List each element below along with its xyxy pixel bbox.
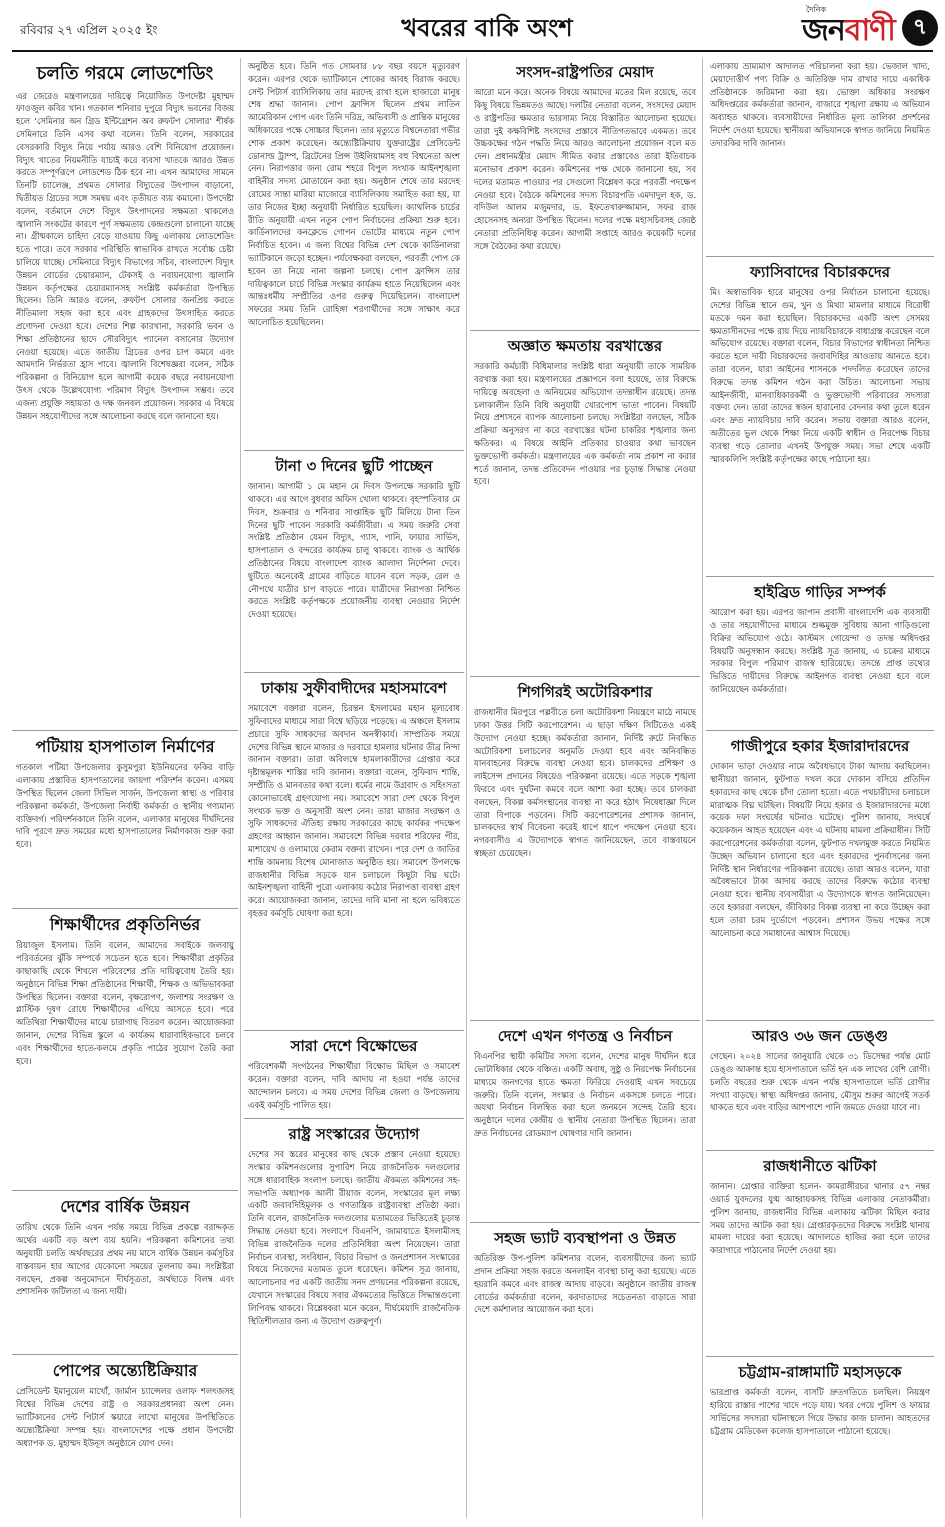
page-number-badge: ৭: [902, 10, 938, 46]
article-divider: [244, 672, 464, 673]
logo-part-1: জন: [802, 13, 845, 48]
page-title: খবরের বাকি অংশ: [401, 14, 573, 42]
article-students[interactable]: [12, 912, 238, 1190]
article-divider: [706, 256, 934, 257]
article-state-reform[interactable]: [244, 1122, 464, 1518]
article-body: মি। অস্বাভাবিক হারে মানুষের ওপর নির্যাতন চালানো হয়েছে। দেশের বিভিন্ন স্থানে গুম, খুন ও মিথ্যা মামলার মাধ্যমে বিরোধী মতকে দমন করা হয়েছিল। বিচারকদের একটি অংশ সেসময় ক্ষমতাসীনদের পক্ষে রায় দিয়ে ন্যায়বিচারকে বাধাগ্রস্ত করেছেন বলে অভিযোগ রয়েছে। বক্তারা বলেন, বিচার বিভাগের স্বাধীনতা নিশ্চিত করতে হলে দায়ী বিচারকদের জবাবদিহির আওতায় আনতে হবে। তারা বলেন, যারা আইনের শাসনকে পদদলিত করেছেন তাদের বিরুদ্ধে তদন্ত কমিশন গঠন করা উচিত। আলোচনা সভায় আইনজীবী, মানবাধিকারকর্মী ও ভুক্তভোগী পরিবারের সদস্যরা বক্তব্য দেন। তারা তাদের স্বজন হারানোর বেদনার কথা তুলে ধরেন এবং দ্রুত ন্যায়বিচার দাবি করেন। সভায় বক্তারা আরও বলেন, অতীতের ভুল থেকে শিক্ষা নিয়ে একটি স্বাধীন ও নিরপেক্ষ বিচার ব্যবস্থা গড়ে তোলার এখনই উপযুক্ত সময়। সভা শেষে একটি স্মারকলিপি সংশ্লিষ্ট কর্তৃপক্ষের কাছে পাঠানো হয়।: [710, 287, 930, 464]
column-rule: [702, 58, 703, 1518]
headline: শিক্ষার্থীদের প্রকৃতিনির্ভর: [49, 915, 201, 934]
article-sufi-rally[interactable]: [244, 676, 464, 1028]
headline: অজ্ঞাত ক্ষমতায় বরখাস্তের: [507, 337, 663, 355]
article-divider: [244, 450, 464, 451]
headline: চলতি গরমে লোডশেডিং: [36, 63, 214, 84]
headline: দেশের বার্ষিক উন্নয়ন: [60, 1197, 190, 1216]
headline: চট্টগ্রাম-রাঙ্গামাটি মহাসড়কে: [738, 1363, 902, 1381]
article-gazipur-hawkers[interactable]: [706, 734, 934, 1020]
headline: ঢাকায় সুফীবাদীদের মহাসমাবেশ: [261, 679, 447, 697]
headline: রাজধানীতে ঝটিকা: [763, 1157, 877, 1175]
masthead: [12, 6, 933, 52]
article-body: পরিবেশকর্মী সংগঠনের শিক্ষার্থীরা বিক্ষোভ মিছিল ও সমাবেশ করেন। বক্তারা বলেন, দাবি আদায় না হওয়া পর্যন্ত তাদের আন্দোলন চলবে। এ সময় দেশের বিভিন্ন জেলা ও উপজেলায় একই কর্মসূচি পালিত হয়।: [248, 1061, 460, 1110]
headline: টানা ৩ দিনের ছুটি পাচ্ছেন: [275, 457, 433, 475]
article-divider: [470, 676, 700, 677]
article-autorickshaw[interactable]: [470, 680, 700, 1020]
article-body: রিয়াজুল ইসলাম। তিনি বলেন, আমাদের সবাইকে জলবায়ু পরিবর্তনের ঝুঁকি সম্পর্কে সচেতন হতে হবে। শিক্ষার্থীরা প্রকৃতির কাছাকাছি থেকে শিখলে পরিবেশের প্রতি দায়িত্ববোধ তৈরি হয়। অনুষ্ঠানে বিভিন্ন শিক্ষা প্রতিষ্ঠানের শিক্ষার্থী, শিক্ষক ও অভিভাবকরা উপস্থিত ছিলেন। বক্তারা বলেন, বৃক্ষরোপণ, জলাশয় সংরক্ষণ ও প্লাস্টিক দূষণ রোধে শিক্ষার্থীদের এগিয়ে আসতে হবে। পরে অতিথিরা শিক্ষার্থীদের মাঝে চারাগাছ বিতরণ করেন। আয়োজকরা জানান, দেশের বিভিন্ন স্কুলে এ কার্যক্রম ধারাবাহিকভাবে চলবে এবং শিক্ষার্থীদের হাতে-কলমে প্রকৃতি পাঠের সুযোগ তৈরি করা হবে।: [16, 940, 234, 1066]
article-fascist-trial[interactable]: [706, 260, 934, 574]
article-divider: [12, 1190, 238, 1191]
logo-tagline: দৈনিক: [806, 5, 827, 14]
article-withdrawal[interactable]: [470, 334, 700, 674]
article-body: আরোপ করা হয়। এরপর জাপান প্রবাসী বাংলাদেশি এক ব্যবসায়ী ও তার সহযোগীদের মাধ্যমে শুল্কমুক্ত সুবিধায় আনা গাড়িগুলো বিক্রির অভিযোগ ওঠে। কাস্টমস গোয়েন্দা ও তদন্ত অধিদপ্তর বিষয়টি অনুসন্ধান করছে। সংশ্লিষ্ট সূত্র জানায়, এ চক্রের মাধ্যমে সরকার বিপুল পরিমাণ রাজস্ব হারিয়েছে। তদন্তে প্রাপ্ত তথ্যের ভিত্তিতে দায়ীদের বিরুদ্ধে আইনগত ব্যবস্থা নেওয়া হবে বলে জানিয়েছেন কর্মকর্তারা।: [710, 607, 930, 695]
article-pope-continued[interactable]: [244, 60, 464, 448]
headline: ফ্যাসিবাদের বিচারকদের: [750, 263, 890, 281]
article-divider: [470, 330, 700, 331]
headline: পোপের অন্ত্যেষ্টিক্রিয়ার: [52, 1361, 198, 1380]
headline: আরও ৩৬ জন ডেঙ্গু: [752, 1027, 888, 1045]
article-patiya[interactable]: [12, 734, 238, 908]
article-divider: [12, 730, 238, 731]
article-body: আরো মনে করে। অনেক বিষয়ে আমাদের মতের মিল রয়েছে, তবে কিছু বিষয়ে ভিন্নমতও আছে। দলটির নেতারা বলেন, সংসদের মেয়াদ ও রাষ্ট্রপতির ক্ষমতার ভারসাম্য নিয়ে বিস্তারিত আলোচনা হয়েছে। তারা দুই কক্ষবিশিষ্ট সংসদের প্রস্তাবে নীতিগতভাবে একমত। তবে উচ্চকক্ষের গঠন পদ্ধতি নিয়ে আরও আলোচনা প্রয়োজন বলে মত দেন। প্রধানমন্ত্রীর মেয়াদ সীমিত করার প্রস্তাবেও তারা ইতিবাচক মনোভাব প্রকাশ করেন। কমিশনের পক্ষ থেকে জানানো হয়, সব দলের মতামত পাওয়ার পর সেগুলো বিশ্লেষণ করে পরবর্তী পদক্ষেপ নেওয়া হবে। বৈঠকে কমিশনের সদস্য বিচারপতি এমদাদুল হক, ড. বদিউল আলম মজুমদার, ড. ইফতেখারুজ্জামান, সফর রাজ হোসেনসহ অন্যরা উপস্থিত ছিলেন। দলের পক্ষে মহাসচিবসহ জ্যেষ্ঠ নেতারা প্রতিনিধিত্ব করেন। আগামী সপ্তাহে আরও কয়েকটি দলের সঙ্গে বৈঠকের কথা রয়েছে।: [474, 87, 696, 251]
article-body: জানান। গ্রেপ্তার ব্যক্তিরা হলেন- কামরাঙ্গীরচর থানার ৫৭ নম্বর ওয়ার্ড যুবদলের যুগ্ম আহ্বায়কসহ বিভিন্ন এলাকার নেতাকর্মীরা। পুলিশ জানায়, রাজধানীর বিভিন্ন এলাকায় ঝটিকা মিছিল করার সময় তাদের আটক করা হয়। গ্রেপ্তারকৃতদের বিরুদ্ধে সংশ্লিষ্ট থানায় মামলা দায়ের করা হয়েছে। আদালতে হাজির করা হলে তাদের কারাগারে পাঠানোর নির্দেশ দেওয়া হয়।: [710, 1181, 930, 1256]
headline: পটিয়ায় হাসপাতাল নির্মাণের: [35, 737, 215, 756]
article-divider: [706, 1020, 934, 1021]
newspaper-logo[interactable]: [802, 6, 895, 57]
article-body: দোকান ভাড়া দেওয়ার নামে অবৈধভাবে টাকা আদায় করছিলেন। স্থানীয়রা জানান, ফুটপাত দখল করে দোকান বসিয়ে প্রতিদিন হকারদের কাছ থেকে চাঁদা তোলা হতো। এতে পথচারীদের চলাচলে মারাত্মক বিঘ্ন ঘটছিল। বিষয়টি নিয়ে হকার ও ইজারাদারদের মধ্যে কয়েক দফা সংঘর্ষের ঘটনাও ঘটেছে। পুলিশ জানায়, সংঘর্ষে কয়েকজন আহত হয়েছেন এবং এ ঘটনায় মামলা প্রক্রিয়াধীন। সিটি করপোরেশনের কর্মকর্তারা বলেন, ফুটপাত দখলমুক্ত করতে নিয়মিত উচ্ছেদ অভিযান চালানো হবে এবং হকারদের পুনর্বাসনের জন্য নির্দিষ্ট স্থান নির্ধারণের পরিকল্পনা রয়েছে। তারা আরও বলেন, যারা অবৈধভাবে টাকা আদায় করছে তাদের বিরুদ্ধে কঠোর ব্যবস্থা নেওয়া হবে। স্থানীয় ব্যবসায়ীরা এ উদ্যোগকে স্বাগত জানিয়েছেন। তবে হকাররা বলছেন, জীবিকার বিকল্প ব্যবস্থা না করে উচ্ছেদ করা হলে তারা চরম দুর্ভোগে পড়বেন। প্রশাসন উভয় পক্ষের সঙ্গে আলোচনা করে সমাধানের আশ্বাস দিয়েছে।: [710, 761, 930, 938]
article-dengue[interactable]: [706, 1024, 934, 1150]
headline: শিগগিরই অটোরিকশার: [517, 683, 653, 701]
article-ctg-highway[interactable]: [706, 1360, 934, 1518]
issue-date: রবিবার ২৭ এপ্রিল ২০২৫ ইং: [20, 23, 158, 37]
headline: সারা দেশে বিক্ষোভের: [290, 1037, 418, 1055]
article-divider: [12, 1354, 238, 1355]
headline: হাইব্রিড গাড়ির সম্পর্ক: [754, 583, 886, 601]
article-storm-rally[interactable]: [706, 1154, 934, 1354]
article-body: এলাকায় ভ্রাম্যমাণ আদালত পরিচালনা করা হয়। ভেজাল খাদ্য, মেয়াদোত্তীর্ণ পণ্য বিক্রি ও অতিরিক্ত দাম রাখার দায়ে একাধিক প্রতিষ্ঠানকে জরিমানা করা হয়। ভোক্তা অধিকার সংরক্ষণ অধিদপ্তরের কর্মকর্তারা জানান, বাজারে শৃঙ্খলা রক্ষায় এ অভিযান অব্যাহত থাকবে। ব্যবসায়ীদের নির্ধারিত মূল্য তালিকা প্রদর্শনের নির্দেশ দেওয়া হয়েছে। স্থানীয়রা অভিযানকে স্বাগত জানিয়ে নিয়মিত তদারকির দাবি জানান।: [710, 61, 930, 148]
article-vat[interactable]: [470, 1226, 700, 1518]
article-democracy[interactable]: [470, 1024, 700, 1222]
article-divider: [244, 1118, 464, 1119]
article-divider: [470, 1020, 700, 1021]
logo-part-2: বাণী: [844, 13, 895, 48]
article-body: প্রেসিডেন্ট ইমানুয়েল মাখোঁ, জার্মান চ্যান্সেলর ওলাফ শলৎজসহ বিশ্বের বিভিন্ন দেশের রাষ্ট্র ও সরকারপ্রধানরা অংশ নেন। ভ্যাটিকানের সেন্ট পিটার্স স্কয়ারে লাখো মানুষের উপস্থিতিতে অন্ত্যেষ্টিক্রিয়া সম্পন্ন হয়। বাংলাদেশের পক্ষে প্রধান উপদেষ্টা অধ্যাপক ড. মুহাম্মদ ইউনূস অনুষ্ঠানে যোগ দেন।: [16, 1386, 234, 1448]
article-body: রাজধানীর মিরপুরে পল্লবীতে চলা অটোরিকশা নিয়ন্ত্রণে মাঠে নামছে ঢাকা উত্তর সিটি করপোরেশন। এ ছাড়া দক্ষিণ সিটিতেও একই উদ্যোগ নেওয়া হচ্ছে। কর্মকর্তারা জানান, নির্দিষ্ট রুটে নিবন্ধিত অটোরিকশা চলাচলের অনুমতি দেওয়া হবে এবং অনিবন্ধিত যানবাহনের বিরুদ্ধে ব্যবস্থা নেওয়া হবে। চালকদের প্রশিক্ষণ ও লাইসেন্স প্রদানের বিষয়েও পরিকল্পনা রয়েছে। এতে সড়কে শৃঙ্খলা ফিরবে এবং দুর্ঘটনা কমবে বলে আশা করা হচ্ছে। তবে চালকরা বলছেন, বিকল্প কর্মসংস্থানের ব্যবস্থা না করে হঠাৎ নিষেধাজ্ঞা দিলে তারা বিপাকে পড়বেন। সিটি করপোরেশনের প্রশাসক জানান, চালকদের স্বার্থ বিবেচনা করেই ধাপে ধাপে পদক্ষেপ নেওয়া হবে। নগরবাসীও এ উদ্যোগকে স্বাগত জানিয়েছেন, তবে বাস্তবায়নে স্বচ্ছতা চেয়েছেন।: [474, 707, 696, 859]
headline: দেশে এখন গণতন্ত্র ও নির্বাচন: [497, 1027, 673, 1045]
headline: সংসদ-রাষ্ট্রপতির মেয়াদ: [516, 63, 654, 81]
article-body: সমাবেশে বক্তারা বলেন, চিরন্তন ইসলামের মহান মূল্যবোধ সুফিবাদের মাধ্যমে সারা বিশ্বে ছড়িয়ে পড়েছে। এ অঞ্চলে ইসলাম প্রচারে সুফি সাধকদের অবদান অনস্বীকার্য। সাম্প্রতিক সময়ে দেশের বিভিন্ন স্থানে মাজার ও দরবারে হামলার ঘটনার তীব্র নিন্দা জানান বক্তারা। তারা অবিলম্বে হামলাকারীদের গ্রেপ্তার করে দৃষ্টান্তমূলক শাস্তির দাবি জানান। বক্তারা বলেন, সুফিবাদ শান্তি, সম্প্রীতি ও মানবতার কথা বলে। ধর্মের নামে উগ্রবাদ ও সহিংসতা কোনোভাবেই গ্রহণযোগ্য নয়। সমাবেশে সারা দেশ থেকে বিপুল সংখ্যক ভক্ত ও অনুসারী অংশ নেন। তারা মাজার সংরক্ষণ ও সুফি সাধকদের ঐতিহ্য রক্ষায় সরকারের কাছে কার্যকর পদক্ষেপ গ্রহণের আহ্বান জানান। সমাবেশে বিভিন্ন দরবার শরিফের পীর, মাশায়েখ ও ওলামায়ে কেরাম বক্তব্য রাখেন। পরে দেশ ও জাতির শান্তি কামনায় বিশেষ মোনাজাত অনুষ্ঠিত হয়। সমাবেশ উপলক্ষে রাজধানীর বিভিন্ন সড়কে যান চলাচলে কিছুটা বিঘ্ন ঘটে। আইনশৃঙ্খলা বাহিনী পুরো এলাকায় কঠোর নিরাপত্তা ব্যবস্থা গ্রহণ করে। আয়োজকরা জানান, তাদের দাবি মানা না হলে ভবিষ্যতে বৃহত্তর কর্মসূচি ঘোষণা করা হবে।: [248, 703, 460, 918]
headline: রাষ্ট্র সংস্কারের উদ্যোগ: [288, 1125, 420, 1143]
article-body: গতকাল পটিয়া উপজেলার কুসুমপুরা ইউনিয়নের ফকির বাড়ি এলাকায় প্রস্তাবিত হাসপাতালের জায়গা পরিদর্শন করেন। এসময় উপস্থিত ছিলেন জেলা সিভিল সার্জন, উপজেলা স্বাস্থ্য ও পরিবার পরিকল্পনা কর্মকর্তা, উপজেলা নির্বাহী কর্মকর্তা ও স্থানীয় গণ্যমান্য ব্যক্তিবর্গ। পরিদর্শনকালে তিনি বলেন, এলাকার মানুষের দীর্ঘদিনের দাবি পূরণে দ্রুত সময়ের মধ্যে হাসপাতালের নির্মাণকাজ শুরু করা হবে।: [16, 762, 234, 850]
article-body: ভারপ্রাপ্ত কর্মকর্তা বলেন, বাসটি দ্রুতগতিতে চলছিল। নিয়ন্ত্রণ হারিয়ে রাস্তার পাশের খাদে পড়ে যায়। খবর পেয়ে পুলিশ ও ফায়ার সার্ভিসের সদস্যরা ঘটনাস্থলে গিয়ে উদ্ধার কাজ চালান। আহতদের চট্টগ্রাম মেডিকেল কলেজ হাসপাতালে পাঠানো হয়েছে।: [710, 1387, 930, 1436]
article-parliament-term[interactable]: [470, 60, 700, 328]
headline: সহজ ভ্যাট ব্যবস্থাপনা ও উন্নত: [494, 1229, 676, 1247]
article-hybrid-car[interactable]: [706, 580, 934, 728]
article-body: সরকারি কর্মচারী বিধিমালার সংশ্লিষ্ট ধারা অনুযায়ী তাকে সাময়িক বরখাস্ত করা হয়। মন্ত্রণালয়ের প্রজ্ঞাপনে বলা হয়েছে, তার বিরুদ্ধে দায়িত্বে অবহেলা ও অনিয়মের অভিযোগ তদন্তাধীন রয়েছে। তদন্ত চলাকালীন তিনি বিধি অনুযায়ী খোরপোশ ভাতা পাবেন। বিষয়টি নিয়ে প্রশাসনে ব্যাপক আলোচনা চলছে। সংশ্লিষ্টরা বলছেন, সঠিক প্রক্রিয়া অনুসরণ না করে বরখাস্তের ঘটনা চাকরির শৃঙ্খলার জন্য ক্ষতিকর। এ বিষয়ে আইনি প্রতিকার চাওয়ার কথা ভাবছেন ভুক্তভোগী কর্মকর্তা। মন্ত্রণালয়ের এক কর্মকর্তা নাম প্রকাশ না করার শর্তে জানান, তদন্ত প্রতিবেদন পাওয়ার পর চূড়ান্ত সিদ্ধান্ত নেওয়া হবে।: [474, 361, 696, 487]
headline: গাজীপুরে হকার ইজারাদারদের: [730, 737, 910, 755]
column-rule: [240, 58, 241, 1518]
article-divider: [706, 730, 934, 731]
article-body: জানান। আগামী ১ মে মহান মে দিবস উপলক্ষে সরকারি ছুটি থাকবে। এর আগে বুধবার অফিস খোলা থাকবে। বৃহস্পতিবার মে দিবস, শুক্রবার ও শনিবার সাপ্তাহিক ছুটি মিলিয়ে টানা তিন দিনের ছুটি পাবেন সরকারি কর্মজীবীরা। এ সময় জরুরি সেবা সংশ্লিষ্ট প্রতিষ্ঠান যেমন বিদ্যুৎ, গ্যাস, পানি, ফায়ার সার্ভিস, হাসপাতাল ও বন্দরের কার্যক্রম চালু থাকবে। ব্যাংক ও আর্থিক প্রতিষ্ঠানের বিষয়ে বাংলাদেশ ব্যাংক আলাদা নির্দেশনা দেবে। ছুটিতে অনেকেই গ্রামের বাড়িতে যাবেন বলে সড়ক, রেল ও নৌপথে যাত্রীর চাপ বাড়তে পারে। যাত্রীদের নিরাপত্তা নিশ্চিত করতে সংশ্লিষ্ট কর্তৃপক্ষকে প্রয়োজনীয় ব্যবস্থা নেওয়ার নির্দেশ দেওয়া হয়েছে।: [248, 481, 460, 620]
article-body: দেশের সব স্তরের মানুষের কাছ থেকে প্রস্তাব নেওয়া হয়েছে। সংস্কার কমিশনগুলোর সুপারিশ নিয়ে রাজনৈতিক দলগুলোর সঙ্গে ধারাবাহিক সংলাপ চলছে। জাতীয় ঐকমত্য কমিশনের সহ-সভাপতি অধ্যাপক আলী রীয়াজ বলেন, সংস্কারের মূল লক্ষ্য একটি জবাবদিহিমূলক ও গণতান্ত্রিক রাষ্ট্রব্যবস্থা প্রতিষ্ঠা করা। তিনি বলেন, রাজনৈতিক দলগুলোর মতামতের ভিত্তিতেই চূড়ান্ত সিদ্ধান্ত নেওয়া হবে। সংলাপে বিএনপি, জামায়াতে ইসলামীসহ বিভিন্ন রাজনৈতিক দলের প্রতিনিধিরা অংশ নিয়েছেন। তারা নির্বাচন ব্যবস্থা, সংবিধান, বিচার বিভাগ ও জনপ্রশাসন সংস্কারের বিষয়ে নিজেদের মতামত তুলে ধরেছেন। কমিশন সূত্র জানায়, আলোচনার পর একটি জাতীয় সনদ প্রণয়নের পরিকল্পনা রয়েছে, যেখানে সংস্কারের বিষয়ে সবার ঐকমত্যের ভিত্তিতে সিদ্ধান্তগুলো লিপিবদ্ধ থাকবে। বিশ্লেষকরা মনে করেন, দীর্ঘমেয়াদি রাজনৈতিক স্থিতিশীলতার জন্য এ উদ্যোগ গুরুত্বপূর্ণ।: [248, 1149, 460, 1326]
article-divider: [706, 1356, 934, 1357]
article-divider: [706, 1150, 934, 1151]
article-protest[interactable]: [244, 1034, 464, 1118]
article-body: বিএনপির স্থায়ী কমিটির সদস্য বলেন, দেশের মানুষ দীর্ঘদিন ধরে ভোটাধিকার থেকে বঞ্চিত। একটি অবাধ, সুষ্ঠু ও নিরপেক্ষ নির্বাচনের মাধ্যমে জনগণের হাতে ক্ষমতা ফিরিয়ে দেওয়াই এখন সবচেয়ে জরুরি। তিনি বলেন, সংস্কার ও নির্বাচন একসঙ্গে চলতে পারে। অযথা নির্বাচন বিলম্বিত করা হলে জনমনে সন্দেহ তৈরি হবে। অনুষ্ঠানে দলের কেন্দ্রীয় ও স্থানীয় নেতারা উপস্থিত ছিলেন। তারা দ্রুত নির্বাচনের রোডম্যাপ ঘোষণার দাবি জানান।: [474, 1051, 696, 1139]
article-tana-chhuti[interactable]: [244, 454, 464, 672]
article-loadshedding[interactable]: [12, 60, 238, 730]
article-pope[interactable]: [12, 1358, 238, 1518]
article-body: অনুষ্ঠিত হবে। তিনি গত সোমবার ৮৮ বছর বয়সে মৃত্যুবরণ করেন। এরপর থেকে ভ্যাটিকানে শোকের আবহ বিরাজ করছে। সেন্ট পিটার্স ব্যাসিলিকায় তার মরদেহ রাখা হলে হাজারো মানুষ শেষ শ্রদ্ধা জানান। পোপ ফ্রান্সিস ছিলেন প্রথম লাতিন আমেরিকান পোপ এবং তিনি দরিদ্র, অভিবাসী ও প্রান্তিক মানুষের অধিকারের পক্ষে সোচ্চার ছিলেন। তার মৃত্যুতে বিশ্বনেতারা গভীর শোক প্রকাশ করেছেন। অন্ত্যেষ্টিক্রিয়ায় যুক্তরাষ্ট্রের প্রেসিডেন্ট ডোনাল্ড ট্রাম্প, ব্রিটেনের প্রিন্স উইলিয়ামসহ বহু বিশ্বনেতা অংশ নেন। নিরাপত্তার জন্য রোম শহরে বিপুল সংখ্যক আইনশৃঙ্খলা বাহিনীর সদস্য মোতায়েন করা হয়। অনুষ্ঠান শেষে তার মরদেহ রোমের সান্তা মারিয়া মাজোরে ব্যাসিলিকায় সমাহিত করা হয়, যা তার নিজের ইচ্ছা অনুযায়ী নির্ধারিত হয়েছিল। ক্যাথলিক চার্চের রীতি অনুযায়ী এখন নতুন পোপ নির্বাচনের প্রক্রিয়া শুরু হবে। কার্ডিনালদের কনক্লেভে গোপন ভোটের মাধ্যমে নতুন পোপ নির্বাচিত হবেন। এ জন্য বিশ্বের বিভিন্ন দেশ থেকে কার্ডিনালরা ভ্যাটিকানে জড়ো হচ্ছেন। পর্যবেক্ষকরা বলছেন, পরবর্তী পোপ কে হবেন তা নিয়ে নানা জল্পনা চলছে। পোপ ফ্রান্সিস তার দায়িত্বকালে চার্চে বিভিন্ন সংস্কার কার্যক্রম হাতে নিয়েছিলেন এবং আন্তঃধর্মীয় সম্প্রীতির ওপর গুরুত্ব দিয়েছিলেন। বাংলাদেশ সফরের সময় তিনি রোহিঙ্গা শরণার্থীদের সঙ্গে সাক্ষাৎ করে আলোচিত হয়েছিলেন।: [248, 61, 460, 327]
article-divider: [244, 1030, 464, 1031]
article-body: তারিখ থেকে তিনি এখন পর্যন্ত সময়ে বিভিন্ন প্রকল্পে বরাদ্দকৃত অর্থের একটি বড় অংশ ব্যয় হয়নি। পরিকল্পনা কমিশনের তথ্য অনুযায়ী চলতি অর্থবছরের প্রথম নয় মাসে বার্ষিক উন্নয়ন কর্মসূচির বাস্তবায়ন হার আগের যেকোনো সময়ের তুলনায় কম। সংশ্লিষ্টরা বলছেন, প্রকল্প অনুমোদনে দীর্ঘসূত্রতা, অর্থছাড়ে বিলম্ব এবং প্রশাসনিক জটিলতা এ জন্য দায়ী।: [16, 1222, 234, 1297]
article-body: অতিরিক্ত উপ-পুলিশ কমিশনার বলেন, ব্যবসায়ীদের জন্য ভ্যাট প্রদান প্রক্রিয়া সহজ করতে অনলাইন ব্যবস্থা চালু করা হয়েছে। এতে হয়রানি কমবে এবং রাজস্ব আদায় বাড়বে। অনুষ্ঠানে জাতীয় রাজস্ব বোর্ডের কর্মকর্তারা বলেন, করদাতাদের সচেতনতা বাড়াতে সারা দেশে কর্মশালার আয়োজন করা হবে।: [474, 1253, 696, 1315]
article-divider: [470, 1222, 700, 1223]
article-body: গেছেন। ২০২৪ সালের জানুয়ারি থেকে ৩১ ডিসেম্বর পর্যন্ত মোট ডেঙ্গু আক্রান্ত হয়ে হাসপাতালে ভর্তি হন এক লাখের বেশি রোগী। চলতি বছরের শুরু থেকে এখন পর্যন্ত হাসপাতালে ভর্তি রোগীর সংখ্যা বাড়ছে। স্বাস্থ্য অধিদপ্তর জানায়, মৌসুম শুরুর আগেই সতর্ক থাকতে হবে এবং বাড়ির আশপাশে পানি জমতে দেওয়া যাবে না।: [710, 1051, 930, 1113]
article-divider: [12, 908, 238, 909]
article-body: এর জেরেও মন্ত্রণালয়ের দায়িত্বে নিয়োজিত উপদেষ্টা মুহাম্মদ ফাওজুল কবির খান। গতকাল শনিবার দুপুরে বিদ্যুৎ ভবনের বিজয় হলে ‘সেমিনার অন গ্রিড ইন্টিগ্রেশন অব রুফটপ সোলার’ শীর্ষক সেমিনারে তিনি এসব কথা বলেন। তিনি বলেন, সরকারের বেসরকারি বিদ্যুৎ নিয়ে পর্যায় আরও বেশি বিনিয়োগ প্রয়োজন। বিদ্যুৎ খাতের নিয়মনীতি যাচাই করে ব্যবসা খাতকে আরও উন্নত করতে সম্পূর্ণরূপে লোডশেড ঠিক হবে না। এখন আমাদের সামনে তিনটি চ্যালেঞ্জ, প্রথমত সোলার বিদ্যুতের উৎপাদন বাড়ানো, দ্বিতীয়ত গ্রিডের সঙ্গে সমন্বয় এবং তৃতীয়ত ব্যয় কমানো। উপদেষ্টা বলেন, বর্তমানে দেশে বিদ্যুৎ উৎপাদনের সক্ষমতা থাকলেও জ্বালানি সংকটের কারণে পূর্ণ সক্ষমতায় কেন্দ্রগুলো চালানো যাচ্ছে না। গ্রীষ্মকালে চাহিদা বেড়ে যাওয়ায় কিছু এলাকায় লোডশেডিং হতে পারে। তবে সরকার পরিস্থিতি স্বাভাবিক রাখতে সর্বোচ্চ চেষ্টা চালিয়ে যাচ্ছে। সেমিনারে বিদ্যুৎ বিভাগের সচিব, বাংলাদেশ বিদ্যুৎ উন্নয়ন বোর্ডের চেয়ারম্যান, টেকসই ও নবায়নযোগ্য জ্বালানি উন্নয়ন কর্তৃপক্ষের চেয়ারম্যানসহ সংশ্লিষ্ট কর্মকর্তারা উপস্থিত ছিলেন। তিনি আরও বলেন, রুফটপ সোলার জনপ্রিয় করতে নীতিমালা সহজ করা হবে এবং গ্রাহকদের উৎসাহিত করতে প্রণোদনা দেওয়া হবে। দেশের শিল্প কারখানা, সরকারি ভবন ও শিক্ষা প্রতিষ্ঠানের ছাদে সৌরবিদ্যুৎ প্যানেল বসানোর উদ্যোগ নেওয়া হয়েছে। এতে জাতীয় গ্রিডের ওপর চাপ কমবে এবং আমদানি নির্ভরতা হ্রাস পাবে। জ্বালানি বিশেষজ্ঞরা বলেন, সঠিক পরিকল্পনা ও বিনিয়োগ হলে আগামী কয়েক বছরে নবায়নযোগ্য উৎস থেকে উল্লেখযোগ্য পরিমাণ বিদ্যুৎ উৎপাদন সম্ভব। তবে এজন্য প্রযুক্তি সহায়তা ও দক্ষ জনবল প্রয়োজন। সরকার এ বিষয়ে উন্নয়ন সহযোগীদের সঙ্গে আলোচনা করছে বলে জানানো হয়।: [16, 90, 234, 421]
column-rule: [466, 58, 467, 1518]
article-adp[interactable]: [12, 1194, 238, 1354]
article-mobile-court[interactable]: [706, 60, 934, 254]
article-divider: [706, 576, 934, 577]
